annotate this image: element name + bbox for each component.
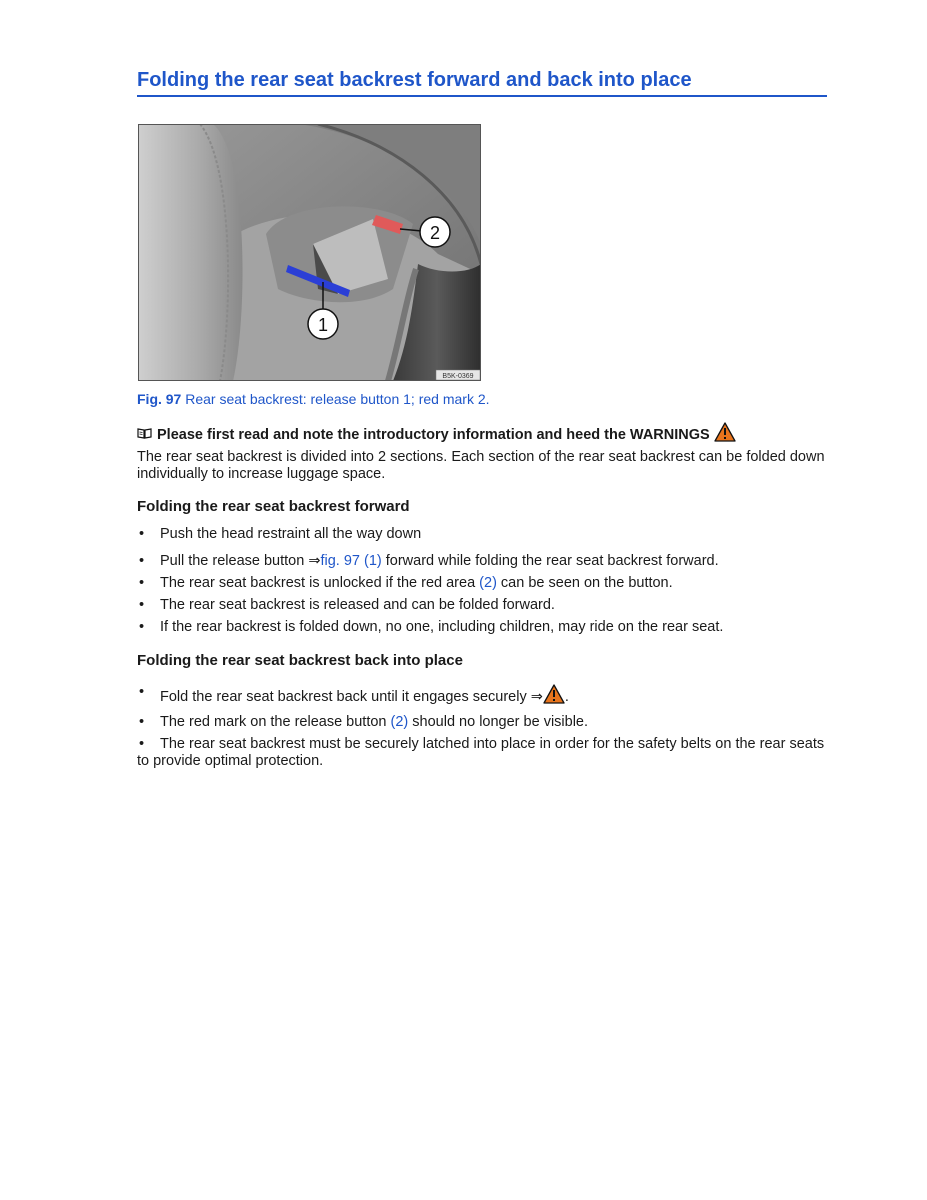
- bullet: •: [139, 575, 145, 591]
- warning-notice: [137, 422, 736, 448]
- bullet: •: [139, 553, 145, 569]
- figure-caption-text: Rear seat backrest: release button 1; red mark 2.: [181, 391, 490, 407]
- arrow-symbol: ⇒: [530, 689, 543, 705]
- list-item: [137, 575, 827, 592]
- seat-backrest-illustration: [138, 124, 481, 381]
- bullet: •: [139, 684, 145, 700]
- bullet: •: [139, 619, 145, 635]
- back-steps-list: [137, 684, 827, 770]
- list-item-text: .: [564, 689, 569, 705]
- arrow-symbol: ⇒: [308, 553, 321, 569]
- list-item-text: The rear seat backrest must be securely latched into place in order for the safety belts on the rear seats to provide optimal protection.: [137, 736, 825, 769]
- section-heading-back: Folding the rear seat backrest back into place: [137, 652, 463, 669]
- list-item: [137, 597, 827, 614]
- figure-caption: [137, 391, 490, 407]
- fig-97-1-link[interactable]: fig. 97 (1): [320, 553, 382, 569]
- red-area-2-link[interactable]: (2): [479, 575, 497, 591]
- list-item-text: Fold the rear seat backrest back until it engages securely: [160, 689, 531, 705]
- notice-text: Please first read and note the introductory information and heed the WARNINGS: [157, 427, 710, 443]
- list-item-text: The rear seat backrest is unlocked if the red area: [160, 575, 480, 591]
- list-item-text: If the rear backrest is folded down, no one, including children, may ride on the rear seat.: [160, 619, 724, 635]
- bullet: •: [139, 714, 145, 730]
- figure-97: [138, 124, 481, 381]
- intro-paragraph: The rear seat backrest is divided into 2 sections. Each section of the rear seat backrest can be folded down individually to increase luggage space.: [137, 449, 825, 482]
- callout-2-label: 2: [429, 223, 441, 243]
- list-item-text: The rear seat backrest is released and can be folded forward.: [160, 597, 555, 613]
- bullet: •: [139, 526, 145, 542]
- page-title: Folding the rear seat backrest forward and back into place: [137, 68, 827, 97]
- list-item: [137, 553, 827, 570]
- list-item-text: should no longer be visible.: [408, 714, 589, 730]
- list-item: [137, 736, 827, 770]
- section-heading-forward: Folding the rear seat backrest forward: [137, 498, 410, 515]
- bullet: •: [139, 736, 145, 752]
- figure-code: B5K-0369: [442, 373, 474, 380]
- forward-steps-list: [137, 526, 827, 636]
- list-item: [137, 619, 827, 636]
- warning-triangle-icon[interactable]: [714, 422, 736, 448]
- list-item-text: can be seen on the button.: [496, 575, 673, 591]
- list-item-text: Push the head restraint all the way down: [160, 526, 422, 542]
- list-item: [137, 684, 827, 709]
- warning-triangle-icon[interactable]: [543, 684, 565, 709]
- figure-caption-label: Fig. 97: [137, 391, 182, 407]
- list-item-text: forward while folding the rear seat backrest forward.: [381, 553, 719, 569]
- list-item: [137, 714, 827, 731]
- bullet: •: [139, 597, 145, 613]
- callout-1-label: 1: [317, 315, 329, 335]
- list-item-text: The red mark on the release button: [160, 714, 391, 730]
- list-item: [137, 526, 827, 543]
- red-mark-2-link[interactable]: (2): [390, 714, 409, 730]
- book-icon: [137, 425, 152, 445]
- list-item-text: Pull the release button: [160, 553, 309, 569]
